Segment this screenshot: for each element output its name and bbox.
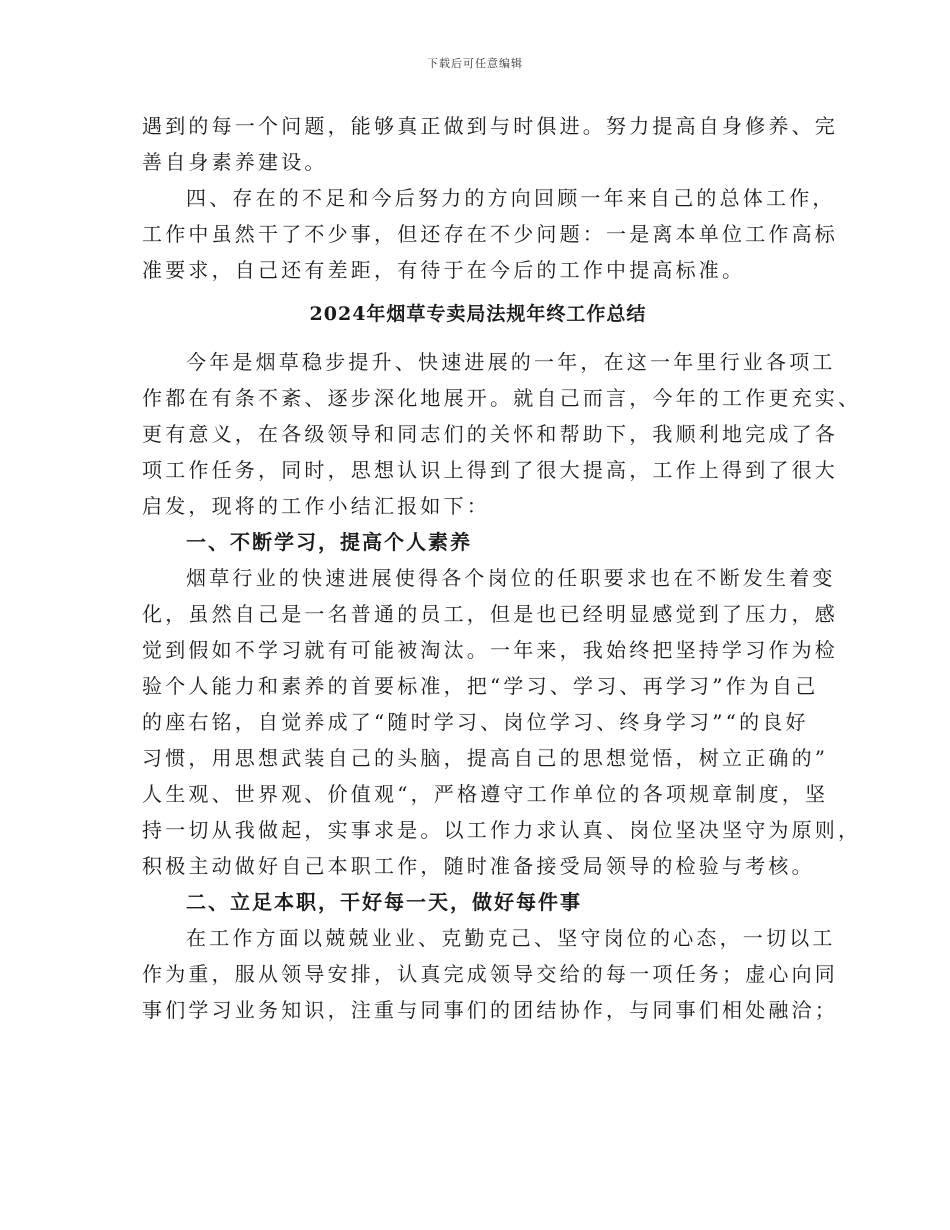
body-line: 更有意义，在各级领导和同志们的关怀和帮助下，我顺利地完成了各 xyxy=(142,422,838,446)
body-line: 遇到的每一个问题，能够真正做到与时俱进。努力提高自身修养、完 xyxy=(142,114,838,138)
body-line: 四、存在的不足和今后努力的方向回顾一年来自己的总体工作， xyxy=(186,186,836,210)
body-line: 觉到假如不学习就有可能被淘汰。一年来，我始终把坚持学习作为检 xyxy=(142,638,838,662)
body-line: 人生观、世界观、价值观“，严格遵守工作单位的各项规章制度，坚 xyxy=(142,782,829,806)
document-title: 2024年烟草专卖局法规年终工作总结 xyxy=(309,303,647,325)
body-line: 持一切从我做起，实事求是。以工作力求认真、岗位坚决坚守为原则， xyxy=(142,818,862,842)
body-line: 善自身素养建设。 xyxy=(142,150,328,174)
body-line: 今年是烟草稳步提升、快速进展的一年，在这一年里行业各项工 xyxy=(186,350,836,374)
body-line: 的座右铭，自觉养成了“随时学习、岗位学习、终身学习”“的良好 xyxy=(142,710,809,734)
page-header: 下载后可任意编辑 xyxy=(427,57,523,70)
body-line: 项工作任务，同时，思想认识上得到了很大提高，工作上得到了很大 xyxy=(142,458,838,482)
body-line: 准要求，自己还有差距，有待于在今后的工作中提高标准。 xyxy=(142,258,746,282)
document-body xyxy=(142,108,862,1028)
body-line: 烟草行业的快速进展使得各个岗位的任职要求也在不断发生着变 xyxy=(186,566,836,590)
body-line: 事们学习业务知识，注重与同事们的团结协作，与同事们相处融洽； xyxy=(142,998,838,1022)
body-line: 在工作方面以兢兢业业、克勤克己、坚守岗位的心态，一切以工 xyxy=(186,926,836,950)
body-line: 作为重，服从领导安排，认真完成领导交给的每一项任务；虚心向同 xyxy=(142,962,838,986)
section-heading-2: 二、立足本职，干好每一天，做好每件事 xyxy=(186,890,582,914)
body-line: 化，虽然自己是一名普通的员工，但是也已经明显感觉到了压力，感 xyxy=(142,602,838,626)
body-line: 积极主动做好自己本职工作，随时准备接受局领导的检验与考核。 xyxy=(142,854,815,878)
body-line: 作都在有条不紊、逐步深化地展开。就自己而言，今年的工作更充实、 xyxy=(142,386,862,410)
body-line: 验个人能力和素养的首要标准，把“学习、学习、再学习”作为自己 xyxy=(142,674,819,698)
body-line: 习惯，用思想武装自己的头脑，提高自己的思想觉悟，树立正确的” xyxy=(142,746,829,770)
body-line: 启发，现将的工作小结汇报如下： xyxy=(142,494,490,518)
section-heading-1: 一、不断学习，提高个人素养 xyxy=(186,530,472,554)
body-line: 工作中虽然干了不少事，但还存在不少问题：一是离本单位工作高标 xyxy=(142,222,838,246)
